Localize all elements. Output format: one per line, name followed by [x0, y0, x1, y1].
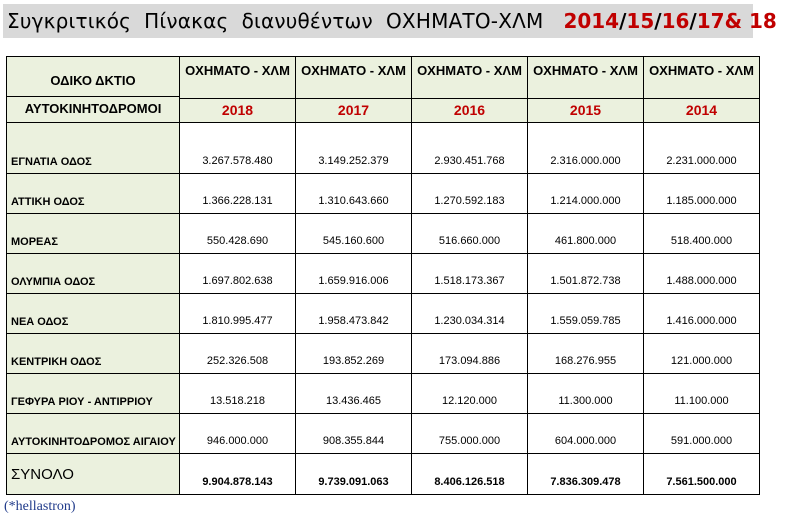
row-value: 2.316.000.000: [528, 123, 644, 174]
row-value: 2.930.451.768: [412, 123, 528, 174]
table-row: [7, 123, 760, 174]
header-motorways-label: ΑΥΤΟΚΙΝΗΤΟΔΡΟΜΟΙ: [7, 96, 179, 122]
table-row: [7, 214, 760, 254]
row-value: 516.660.000: [412, 214, 528, 254]
row-value: 173.094.886: [412, 334, 528, 374]
row-value: 1.518.173.367: [412, 254, 528, 294]
title-year-15: 15: [626, 9, 655, 33]
row-name: ΚΕΝΤΡΙΚΗ ΟΔΟΣ: [7, 334, 180, 374]
row-value: 3.149.252.379: [296, 123, 412, 174]
row-value: 1.810.995.477: [180, 294, 296, 334]
header-col-label: ΟΧΗΜΑΤΟ - ΧΛΜ: [301, 62, 406, 78]
row-value: 11.100.000: [644, 374, 760, 414]
header-col-2015: [528, 57, 644, 123]
total-value: 9.904.878.143: [180, 454, 296, 495]
row-value: 1.501.872.738: [528, 254, 644, 294]
row-value: 1.214.000.000: [528, 174, 644, 214]
header-year: 2018: [180, 98, 295, 122]
row-value: 755.000.000: [412, 414, 528, 454]
total-value: 8.406.126.518: [412, 454, 528, 495]
row-value: 13.436.465: [296, 374, 412, 414]
row-value: 3.267.578.480: [180, 123, 296, 174]
title-year-16: 16: [661, 9, 690, 33]
header-col-2014: [644, 57, 760, 123]
row-value: 121.000.000: [644, 334, 760, 374]
row-value: 1.416.000.000: [644, 294, 760, 334]
row-value: 193.852.269: [296, 334, 412, 374]
total-label: ΣΥΝΟΛΟ: [7, 454, 180, 495]
title-bar: [3, 4, 777, 38]
row-value: 2.231.000.000: [644, 123, 760, 174]
table-row: [7, 334, 760, 374]
row-value: 1.366.228.131: [180, 174, 296, 214]
row-value: 545.160.600: [296, 214, 412, 254]
title-year-17-18: 17: [696, 9, 725, 33]
row-value: 168.276.955: [528, 334, 644, 374]
row-value: 1.270.592.183: [412, 174, 528, 214]
header-road-network-label: ΟΔΙΚΟ ΔΚΤΙΟ: [50, 73, 136, 88]
header-year: 2015: [528, 98, 643, 122]
row-value: 1.559.059.785: [528, 294, 644, 334]
title-separator: /: [689, 9, 697, 33]
row-value: 908.355.844: [296, 414, 412, 454]
header-col-2017: [296, 57, 412, 123]
row-value: 461.800.000: [528, 214, 644, 254]
row-name: ΜΟΡΕΑΣ: [7, 214, 180, 254]
title-years: [563, 9, 776, 33]
table-total-row: [7, 454, 760, 495]
header-year: 2014: [644, 98, 759, 122]
header-col-label: ΟΧΗΜΑΤΟ - ΧΛΜ: [185, 62, 290, 78]
total-value: 9.739.091.063: [296, 454, 412, 495]
header-col-2016: [412, 57, 528, 123]
row-name: ΕΓΝΑΤΙΑ ΟΔΟΣ: [7, 123, 180, 174]
header-year: 2017: [296, 98, 411, 122]
row-name: ΑΥΤΟΚΙΝΗΤΟΔΡΟΜΟΣ ΑΙΓΑΙΟΥ: [7, 414, 180, 454]
row-value: 1.958.473.842: [296, 294, 412, 334]
title-separator: /: [654, 9, 662, 33]
row-value: 13.518.218: [180, 374, 296, 414]
title-year-18: & 18: [724, 9, 777, 33]
table-header-row: [7, 57, 760, 123]
header-col-label: ΟΧΗΜΑΤΟ - ΧΛΜ: [649, 62, 754, 78]
table-row: [7, 254, 760, 294]
row-value: 1.230.034.314: [412, 294, 528, 334]
total-value: 7.561.500.000: [644, 454, 760, 495]
row-value: 1.488.000.000: [644, 254, 760, 294]
header-road-network: [7, 57, 180, 123]
header-year: 2016: [412, 98, 527, 122]
source-note: (*hellastron): [4, 499, 76, 514]
row-name: ΑΤΤΙΚΗ ΟΔΟΣ: [7, 174, 180, 214]
header-col-2018: [180, 57, 296, 123]
header-col-label: ΟΧΗΜΑΤΟ - ΧΛΜ: [533, 62, 638, 78]
row-value: 1.185.000.000: [644, 174, 760, 214]
row-value: 591.000.000: [644, 414, 760, 454]
row-value: 550.428.690: [180, 214, 296, 254]
row-value: 12.120.000: [412, 374, 528, 414]
row-value: 1.310.643.660: [296, 174, 412, 214]
table-row: [7, 294, 760, 334]
row-name: ΟΛΥΜΠΙΑ ΟΔΟΣ: [7, 254, 180, 294]
title-year-2014: 2014: [563, 9, 620, 33]
row-value: 252.326.508: [180, 334, 296, 374]
row-value: 604.000.000: [528, 414, 644, 454]
row-value: 946.000.000: [180, 414, 296, 454]
row-value: 11.300.000: [528, 374, 644, 414]
table-row: [7, 174, 760, 214]
row-value: 518.400.000: [644, 214, 760, 254]
header-col-label: ΟΧΗΜΑΤΟ - ΧΛΜ: [417, 62, 522, 78]
total-value: 7.836.309.478: [528, 454, 644, 495]
row-value: 1.697.802.638: [180, 254, 296, 294]
title-separator: /: [619, 9, 627, 33]
row-value: 1.659.916.006: [296, 254, 412, 294]
comparison-table: [6, 56, 760, 495]
row-name: ΓΕΦΥΡΑ ΡΙΟΥ - ΑΝΤΙΡΡΙΟΥ: [7, 374, 180, 414]
table-row: [7, 374, 760, 414]
table-row: [7, 414, 760, 454]
page-title: Συγκριτικός Πίνακας διανυθέντων ΟΧΗΜΑΤΟ-ΧΛΜ: [7, 9, 544, 33]
row-name: ΝΕΑ ΟΔΟΣ: [7, 294, 180, 334]
